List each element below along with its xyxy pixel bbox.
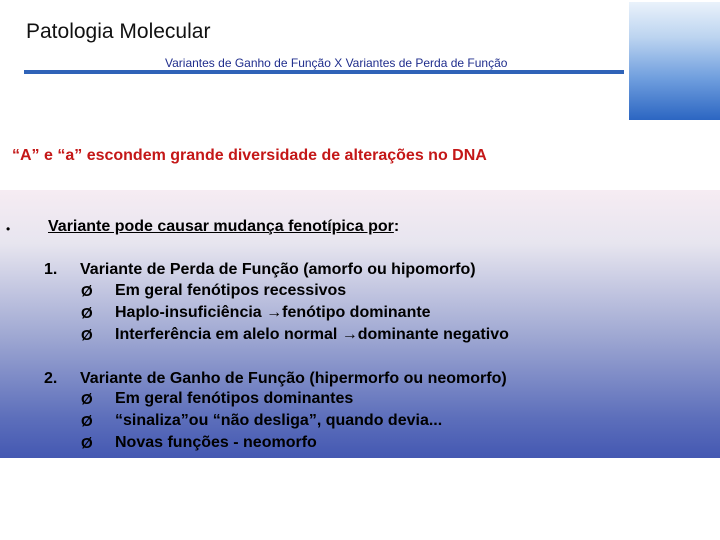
sub-item: Em geral fenótipos dominantes — [115, 390, 354, 407]
sub-item: “sinaliza”ou “não desliga”, quando devia... — [115, 412, 443, 429]
section-heading: “A” e “a” escondem grande diversidade de alterações no DNA — [12, 147, 487, 164]
item-number: 2. — [44, 370, 58, 387]
main-bullet-text — [48, 218, 399, 236]
arrow-bullet-icon: Ø — [81, 413, 93, 430]
sub-item: Novas funções - neomorfo — [115, 434, 317, 451]
arrow-bullet-icon: Ø — [81, 391, 93, 408]
sub-item: Haplo-insuficiência →fenótipo dominante — [115, 304, 431, 321]
corner-decoration — [629, 2, 720, 120]
main-bullet-suffix: : — [393, 218, 400, 235]
bullet-marker: • — [6, 222, 11, 236]
slide-title: Patologia Molecular — [26, 20, 211, 43]
arrow-bullet-icon: Ø — [81, 305, 93, 322]
arrow-bullet-icon: Ø — [81, 435, 93, 452]
item-title: Variante de Perda de Função (amorfo ou hipomorfo) — [80, 261, 476, 278]
sub-item: Em geral fenótipos recessivos — [115, 282, 347, 299]
header-divider — [24, 70, 624, 74]
arrow-bullet-icon: Ø — [81, 327, 93, 344]
item-number: 1. — [44, 261, 58, 278]
item-title: Variante de Ganho de Função (hipermorfo ou neomorfo) — [80, 370, 507, 387]
main-bullet-underlined: Variante pode causar mudança fenotípica por — [48, 218, 394, 235]
arrow-bullet-icon: Ø — [81, 283, 93, 300]
slide-subtitle: Variantes de Ganho de Função X Variantes de Perda de Função — [165, 56, 508, 70]
sub-item: Interferência em alelo normal →dominante negativo — [115, 326, 509, 343]
